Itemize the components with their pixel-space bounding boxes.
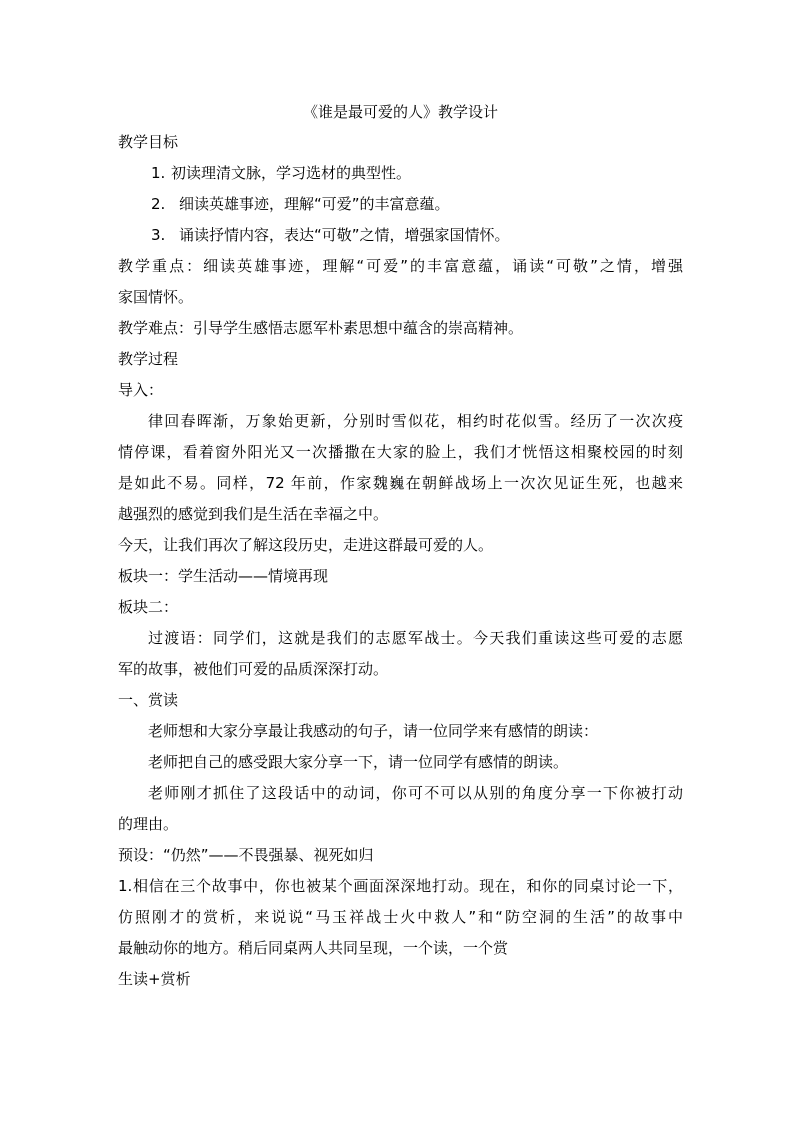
objective-item — [118, 220, 683, 251]
teacher-line: 老师把自己的感受跟大家分享一下，请一位同学有感情的朗读。 — [148, 753, 569, 771]
intro-paragraph-line: 越强烈的感觉到我们是生活在幸福之中。 — [118, 505, 389, 523]
item-one-line: 1.相信在三个故事中，你也被某个画面深深地打动。现在，和你的同桌讨论一下， — [118, 877, 683, 895]
block-two-heading: 板块二： — [118, 598, 179, 616]
block-one-heading: 板块一：学生活动——情境再现 — [118, 567, 329, 585]
document-title: 《谁是最可爱的人》教学设计 — [302, 103, 498, 121]
objective-text: 诵读抒情内容，表达“可敬”之情，增强家国情怀。 — [179, 226, 510, 244]
item-one-line: 最触动你的地方。稍后同桌两人共同呈现，一个读，一个赏 — [118, 939, 509, 957]
document-body — [118, 98, 683, 995]
teacher-line: 老师想和大家分享最让我感动的句子，请一位同学来有感情的朗读： — [148, 722, 599, 740]
objective-number: 2. — [151, 195, 166, 213]
teacher-question-line: 老师刚才抓住了这段话中的动词，你可不可以从别的角度分享一下你被打动 — [148, 784, 683, 802]
last-line: 生读+赏析 — [118, 970, 191, 988]
item-one-line: 仿照刚才的赏析，来说说“马玉祥战士火中救人”和“防空洞的生活”的故事中 — [118, 908, 683, 926]
transition-line: 过渡语：同学们，这就是我们的志愿军战士。今天我们重读这些可爱的志愿 — [148, 629, 683, 647]
preset-line: 预设：“仍然”——不畏强暴、视死如归 — [118, 846, 374, 864]
objective-item — [118, 158, 683, 189]
objective-item — [118, 189, 683, 220]
key-points-continued: 家国情怀。 — [118, 288, 194, 306]
objectives-heading: 教学目标 — [118, 133, 179, 151]
key-points: 教学重点：细读英雄事迹，理解“可爱”的丰富意蕴，诵读“可敬”之情，增强 — [118, 257, 683, 275]
objective-number: 3. — [151, 226, 166, 244]
transition-line: 军的故事，被他们可爱的品质深深打动。 — [118, 660, 389, 678]
section-one-heading: 一、赏读 — [118, 691, 179, 709]
intro-paragraph-line: 律回春晖渐，万象始更新，分别时雪似花，相约时花似雪。经历了一次次疫 — [148, 412, 683, 430]
process-heading: 教学过程 — [118, 350, 179, 368]
teacher-question-line: 的理由。 — [118, 815, 179, 833]
intro-paragraph-line: 情停课，看着窗外阳光又一次播撒在大家的脸上，我们才恍悟这相聚校园的时刻 — [118, 443, 683, 461]
objective-number: 1. — [151, 164, 166, 182]
intro-paragraph-line: 是如此不易。同样，72 年前，作家魏巍在朝鲜战场上一次次见证生死，也越来 — [118, 474, 683, 492]
objective-text: 初读理清文脉，学习选材的典型性。 — [171, 164, 412, 182]
objective-text: 细读英雄事迹，理解“可爱”的丰富意蕴。 — [179, 195, 450, 213]
intro-heading: 导入： — [118, 381, 164, 399]
difficulty: 教学难点：引导学生感悟志愿军朴素思想中蕴含的崇高精神。 — [118, 319, 524, 337]
today-line: 今天，让我们再次了解这段历史，走进这群最可爱的人。 — [118, 536, 494, 554]
